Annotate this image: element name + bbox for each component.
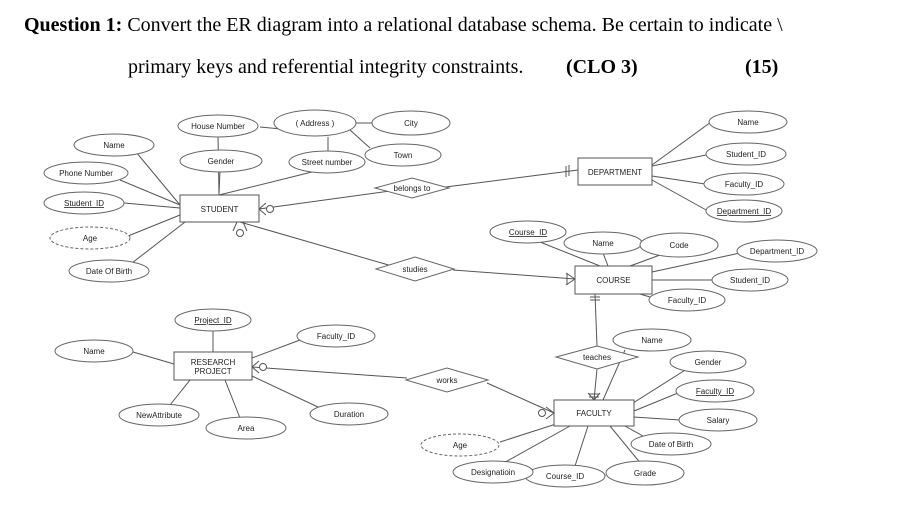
attr-new-attribute bbox=[119, 404, 199, 426]
svg-text:Age: Age bbox=[82, 234, 98, 243]
entity-course-label: COURSE bbox=[596, 276, 631, 285]
entity-research-project-label-1: RESEARCH bbox=[190, 358, 236, 367]
svg-text:Phone Number: Phone Number bbox=[59, 169, 113, 178]
attr-faculty-grade bbox=[606, 461, 684, 485]
attr-student-age bbox=[50, 227, 130, 249]
attr-course-faculty-id bbox=[649, 289, 725, 311]
svg-text:Department_ID: Department_ID bbox=[749, 247, 805, 256]
relationship-works bbox=[406, 368, 488, 392]
attr-student-name bbox=[74, 134, 154, 156]
entity-faculty bbox=[554, 400, 634, 426]
attr-faculty-designation bbox=[453, 461, 533, 483]
attr-faculty-age bbox=[421, 434, 499, 456]
question-text-1: Convert the ER diagram into a relational database schema. Be certain to indicate \ bbox=[122, 14, 783, 36]
svg-text:Gender: Gender bbox=[694, 358, 722, 367]
attr-department-student-id bbox=[706, 143, 786, 165]
attr-project-faculty-id bbox=[297, 325, 375, 347]
attr-department-id bbox=[706, 200, 782, 222]
entity-faculty-label: FACULTY bbox=[576, 409, 612, 418]
attr-faculty-id bbox=[676, 380, 754, 402]
attr-city bbox=[372, 111, 450, 135]
svg-text:Town: Town bbox=[393, 151, 413, 160]
svg-text:Gender: Gender bbox=[207, 157, 235, 166]
svg-text:Student_ID: Student_ID bbox=[725, 150, 767, 159]
svg-text:Faculty_ID: Faculty_ID bbox=[316, 332, 356, 341]
svg-text:Date Of Birth: Date Of Birth bbox=[85, 267, 133, 276]
entity-student bbox=[180, 195, 259, 222]
attr-phone-number bbox=[44, 162, 128, 184]
svg-text:Student_ID: Student_ID bbox=[729, 276, 771, 285]
svg-text:NewAttribute: NewAttribute bbox=[136, 411, 182, 420]
attr-department-name bbox=[709, 111, 787, 133]
attr-course-id bbox=[490, 221, 566, 243]
attr-street-number bbox=[289, 151, 365, 173]
question-line-2: primary keys and referential integrity constraints. bbox=[128, 56, 524, 78]
attr-faculty-gender bbox=[670, 351, 746, 373]
relationship-belongs-to bbox=[375, 178, 449, 198]
svg-text:Course_ID: Course_ID bbox=[508, 228, 548, 237]
attr-faculty-date-of-birth bbox=[631, 433, 711, 455]
relationship-teaches bbox=[556, 346, 638, 369]
attr-project-id bbox=[175, 309, 251, 331]
entity-student-label: STUDENT bbox=[200, 205, 239, 214]
relationship-teaches-label: teaches bbox=[582, 353, 612, 362]
svg-text:Course_ID: Course_ID bbox=[545, 472, 585, 481]
svg-text:Name: Name bbox=[641, 336, 663, 345]
svg-text:Area: Area bbox=[237, 424, 255, 433]
attr-faculty-course-id bbox=[525, 465, 605, 487]
attr-course-department-id bbox=[737, 240, 817, 262]
marks-label: (15) bbox=[745, 56, 779, 78]
relationship-belongs-to-label: belongs to bbox=[393, 184, 431, 193]
svg-text:House Number: House Number bbox=[191, 122, 245, 131]
svg-text:Salary: Salary bbox=[706, 416, 730, 425]
svg-text:Student_ID: Student_ID bbox=[63, 199, 105, 208]
attr-course-name bbox=[564, 232, 642, 254]
svg-text:Street number: Street number bbox=[301, 158, 353, 167]
svg-text:Date of Birth: Date of Birth bbox=[648, 440, 694, 449]
attr-course-student-id bbox=[712, 269, 788, 291]
attr-course-code bbox=[640, 233, 718, 257]
attr-duration bbox=[310, 403, 388, 425]
attr-address bbox=[274, 110, 356, 136]
attr-area bbox=[206, 417, 286, 439]
svg-text:Faculty_ID: Faculty_ID bbox=[724, 180, 764, 189]
svg-text:Name: Name bbox=[83, 347, 105, 356]
attr-student-id bbox=[44, 192, 124, 214]
relationship-studies-label: studies bbox=[402, 265, 428, 274]
svg-text:Designatioin: Designatioin bbox=[470, 468, 516, 477]
svg-text:Duration: Duration bbox=[333, 410, 365, 419]
clo-label: (CLO 3) bbox=[566, 56, 638, 78]
entity-research-project-label-2: PROJECT bbox=[194, 367, 232, 376]
optional-circle bbox=[539, 410, 546, 417]
svg-text:Faculty_ID: Faculty_ID bbox=[695, 387, 735, 396]
attr-student-gender bbox=[180, 150, 262, 172]
svg-text:Age: Age bbox=[452, 441, 468, 450]
attr-faculty-salary bbox=[679, 409, 757, 431]
attr-faculty-name bbox=[613, 329, 691, 351]
svg-text:Name: Name bbox=[592, 239, 614, 248]
entity-department bbox=[578, 158, 652, 185]
entity-research-project bbox=[174, 352, 252, 380]
svg-text:Project_ID: Project_ID bbox=[194, 316, 232, 325]
attr-student-date-of-birth bbox=[69, 260, 149, 282]
attr-department-faculty-id bbox=[704, 173, 784, 195]
relationship-works-label: works bbox=[436, 376, 458, 385]
optional-circle bbox=[260, 364, 267, 371]
question-label: Question 1: bbox=[24, 14, 123, 36]
svg-text:Faculty_ID: Faculty_ID bbox=[667, 296, 707, 305]
attr-town bbox=[365, 144, 441, 166]
svg-text:Code: Code bbox=[669, 241, 689, 250]
svg-text:( Address ): ( Address ) bbox=[295, 119, 335, 128]
entity-course bbox=[575, 266, 652, 294]
optional-circle bbox=[237, 230, 244, 237]
svg-text:City: City bbox=[404, 119, 418, 128]
svg-text:Name: Name bbox=[737, 118, 759, 127]
svg-text:Grade: Grade bbox=[633, 469, 657, 478]
svg-text:Name: Name bbox=[103, 141, 125, 150]
optional-circle bbox=[267, 206, 274, 213]
relationship-studies bbox=[376, 257, 454, 281]
svg-text:Department_ID: Department_ID bbox=[716, 207, 772, 216]
attr-house-number bbox=[178, 115, 258, 137]
attr-project-name bbox=[55, 340, 133, 362]
entity-department-label: DEPARTMENT bbox=[587, 168, 643, 177]
